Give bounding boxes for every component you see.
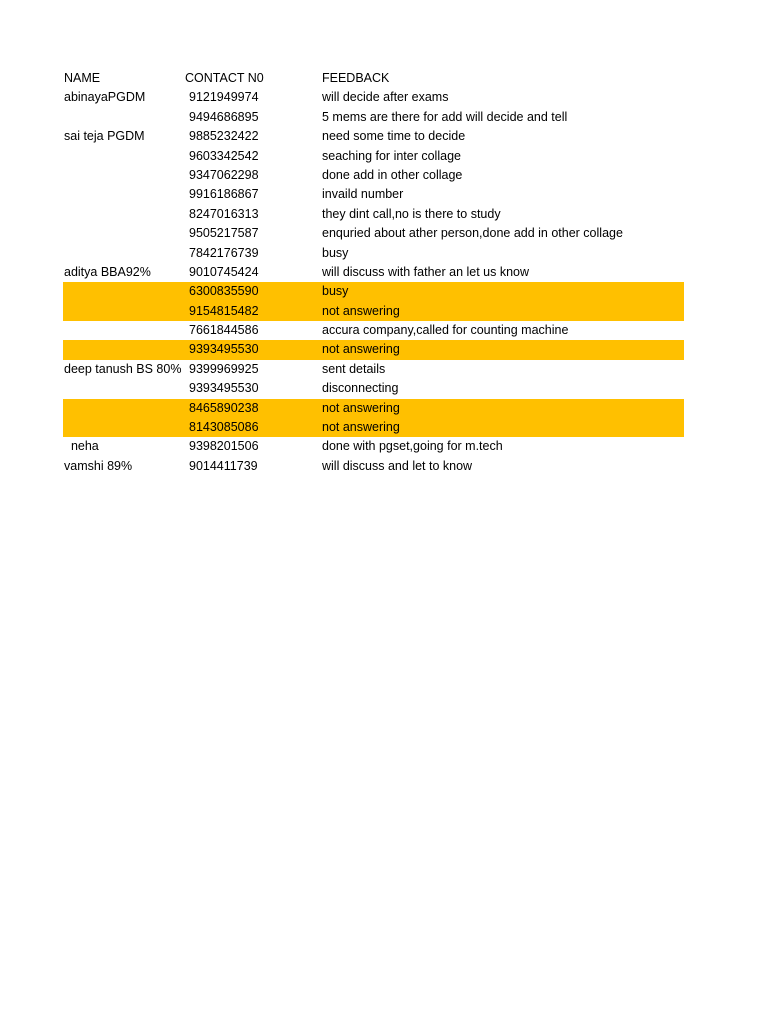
table-row (63, 88, 684, 107)
header-name: NAME (64, 71, 101, 85)
header-contact: CONTACT N0 (185, 71, 264, 85)
cell-name: neha (64, 439, 99, 454)
cell-contact: 9399969925 (189, 361, 259, 376)
header-row (63, 69, 684, 88)
cell-feedback: done with pgset,going for m.tech (322, 439, 503, 454)
table-row (63, 224, 684, 243)
cell-feedback: busy (322, 284, 349, 299)
cell-contact: 9603342542 (189, 148, 259, 163)
header-feedback: FEEDBACK (322, 71, 390, 85)
cell-contact: 9010745424 (189, 264, 259, 279)
cell-contact: 8465890238 (189, 400, 259, 415)
cell-contact: 9393495530 (189, 342, 259, 357)
cell-name: vamshi 89% (64, 458, 133, 473)
cell-feedback: need some time to decide (322, 129, 466, 144)
cell-feedback: accura company,called for counting machine (322, 323, 569, 338)
table-row (63, 418, 684, 437)
cell-contact: 8247016313 (189, 206, 259, 221)
table-row (63, 185, 684, 204)
cell-contact: 8143085086 (189, 420, 259, 435)
feedback-sheet (63, 69, 684, 476)
cell-contact: 6300835590 (189, 284, 259, 299)
cell-feedback: will discuss with father an let us know (322, 264, 530, 279)
cell-contact: 9916186867 (189, 187, 259, 202)
table-row (63, 127, 684, 146)
cell-feedback: invaild number (322, 187, 404, 202)
table-row (63, 379, 684, 398)
cell-contact: 9393495530 (189, 381, 259, 396)
cell-contact: 7842176739 (189, 245, 259, 260)
data-rows (63, 88, 684, 476)
cell-feedback: not answering (322, 342, 400, 357)
cell-feedback: 5 mems are there for add will decide and tell (322, 109, 568, 124)
table-row (63, 205, 684, 224)
cell-feedback: will decide after exams (322, 90, 449, 105)
cell-name: aditya BBA92% (64, 264, 151, 279)
cell-feedback: done add in other collage (322, 167, 463, 182)
table-row (63, 437, 684, 456)
cell-feedback: not answering (322, 303, 400, 318)
cell-feedback: not answering (322, 420, 400, 435)
table-row (63, 457, 684, 476)
table-row (63, 302, 684, 321)
table-row (63, 166, 684, 185)
cell-name: deep tanush BS 80% (64, 361, 182, 376)
cell-name: sai teja PGDM (64, 129, 145, 144)
cell-contact: 9154815482 (189, 303, 259, 318)
cell-feedback: busy (322, 245, 349, 260)
cell-feedback: seaching for inter collage (322, 148, 461, 163)
cell-contact: 9121949974 (189, 90, 259, 105)
cell-contact: 9494686895 (189, 109, 259, 124)
table-row (63, 321, 684, 340)
cell-contact: 9014411739 (189, 458, 258, 473)
cell-feedback: disconnecting (322, 381, 399, 396)
table-row (63, 147, 684, 166)
cell-feedback: they dint call,no is there to study (322, 206, 501, 221)
table-row (63, 244, 684, 263)
cell-contact: 9505217587 (189, 226, 259, 241)
table-row (63, 399, 684, 418)
cell-feedback: sent details (322, 361, 386, 376)
table-row (63, 360, 684, 379)
cell-feedback: enquried about ather person,done add in other collage (322, 226, 623, 241)
table-row (63, 263, 684, 282)
table-row (63, 108, 684, 127)
cell-contact: 7661844586 (189, 323, 259, 338)
table-row (63, 340, 684, 359)
cell-contact: 9885232422 (189, 129, 259, 144)
table-row (63, 282, 684, 301)
cell-feedback: will discuss and let to know (322, 458, 473, 473)
cell-feedback: not answering (322, 400, 400, 415)
cell-contact: 9398201506 (189, 439, 259, 454)
cell-name: abinayaPGDM (64, 90, 146, 105)
cell-contact: 9347062298 (189, 167, 259, 182)
